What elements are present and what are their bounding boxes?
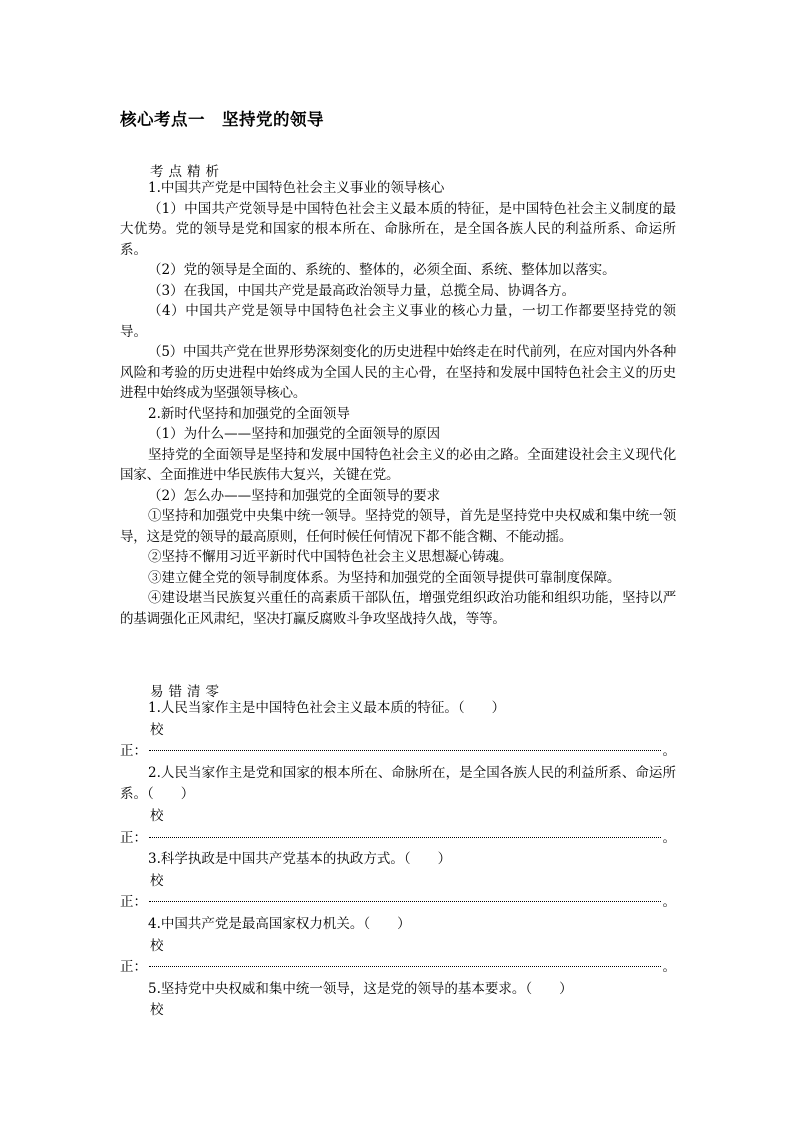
- paragraph-3: （3）在我国，中国共产党是最高政治领导力量，总揽全局、协调各方。: [148, 282, 576, 299]
- page-title: 核心考点一 坚持党的领导: [120, 110, 324, 129]
- section-heading-analysis: 考点精析: [150, 164, 224, 180]
- correction-label: 校: [150, 872, 164, 889]
- correction-label: 校: [150, 807, 164, 824]
- error-items: [120, 698, 676, 1022]
- answer-blank[interactable]: [149, 836, 661, 838]
- section-heading-errors: 易错清零: [150, 684, 224, 700]
- answer-blank[interactable]: [149, 900, 661, 902]
- correction-line[interactable]: 正： 。: [120, 829, 676, 846]
- analysis-content: [120, 178, 676, 629]
- question-why: （1）为什么——坚持和加强党的全面领导的原因: [148, 426, 441, 442]
- requirement-2: ②坚持不懈用习近平新时代中国特色社会主义思想凝心铸魂。: [148, 549, 513, 565]
- correction-line[interactable]: 正： 。: [120, 743, 676, 760]
- correction-label: 校: [150, 721, 164, 738]
- question-why-answer: 坚持党的全面领导是坚持和发展中国特色社会主义的必由之路。全面建设社会主义现代化国家、全面推进中华民族伟大复兴，关键在党。: [120, 446, 676, 483]
- paragraph-4: （4）中国共产党是领导中国特色社会主义事业的核心力量，一切工作都要坚持党的领导。: [120, 303, 676, 340]
- error-item-3: 3.科学执政是中国共产党基本的执政方式。（ ）: [148, 851, 452, 868]
- answer-blank[interactable]: [149, 965, 661, 967]
- point-heading-2: 2.新时代坚持和加强党的全面领导: [148, 405, 350, 422]
- correction-line[interactable]: 正： 。: [120, 959, 676, 976]
- point-heading-1: 1.中国共产党是中国特色社会主义事业的领导核心: [148, 180, 445, 196]
- correction-label: 校: [150, 937, 164, 954]
- correction-label: 校: [150, 1002, 164, 1019]
- error-item-1: 1.人民当家作主是中国特色社会主义最本质的特征。（ ）: [148, 700, 506, 716]
- error-item-4: 4.中国共产党是最高国家权力机关。（ ）: [148, 915, 411, 932]
- error-item-5: 5.坚持党中央权威和集中统一领导，这是党的领导的基本要求。（ ）: [148, 980, 573, 997]
- requirement-4: ④建设堪当民族复兴重任的高素质干部队伍，增强党组织政治功能和组织功能，坚持以严的基调强化正风肃纪，坚决打赢反腐败斗争攻坚战持久战，等等。: [120, 590, 676, 627]
- correction-line[interactable]: 正： 。: [120, 894, 676, 911]
- paragraph-2: （2）党的领导是全面的、系统的、整体的，必须全面、系统、整体加以落实。: [148, 262, 616, 278]
- requirement-3: ③建立健全党的领导制度体系。为坚持和加强党的全面领导提供可靠制度保障。: [148, 569, 621, 586]
- answer-blank[interactable]: [149, 749, 661, 751]
- error-item-2: 2.人民当家作主是党和国家的根本所在、命脉所在，是全国各族人民的利益所系、命运所系。（ ）: [120, 764, 676, 803]
- paragraph-1: （1）中国共产党领导是中国特色社会主义最本质的特征，是中国特色社会主义制度的最大优势。党的领导是党和国家的根本所在、命脉所在，是全国各族人民的利益所系、命运所系。: [120, 200, 676, 258]
- requirement-1: ①坚持和加强党中央集中统一领导。坚持党的领导，首先是坚持党中央权威和集中统一领导，这是党的领导的最高原则，任何时候任何情况下都不能含糊、不能动摇。: [120, 508, 676, 545]
- question-how: （2）怎么办——坚持和加强党的全面领导的要求: [148, 487, 441, 504]
- paragraph-5: （5）中国共产党在世界形势深刻变化的历史进程中始终走在时代前列，在应对国内外各种风险和考验的历史进程中始终成为全国人民的主心骨，在坚持和发展中国特色社会主义的历史进程中始终成为坚强领导核心。: [120, 344, 676, 401]
